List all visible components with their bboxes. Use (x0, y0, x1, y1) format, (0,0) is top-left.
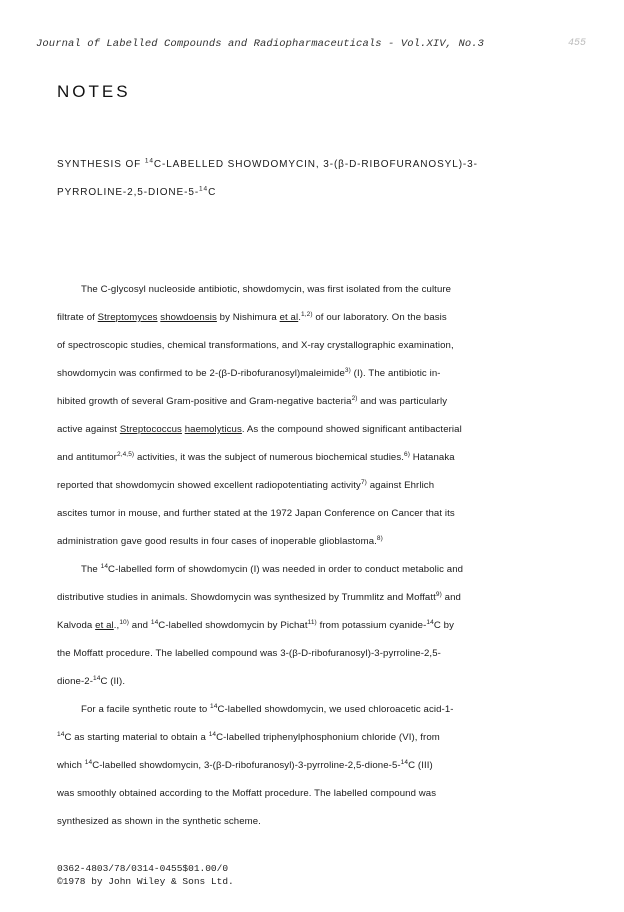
citation: 3) (344, 366, 351, 374)
citation: 2,4,5) (116, 450, 135, 458)
section-title: NOTES (57, 82, 131, 101)
superscript: 14 (150, 618, 159, 626)
title-text: C (208, 187, 217, 198)
citation: 9) (435, 590, 442, 598)
citation: 1,2) (301, 310, 313, 318)
body-line: Kalvoda et al.,$^{10)}$ and $^{14}$C-labelled showdomycin by Pichat$^{11)}$ from potassium cyanide-$^{14}$C by (57, 618, 454, 631)
superscript: 14 (57, 730, 65, 738)
body-line: of spectroscopic studies, chemical transformations, and X-ray crystallographic examination, (57, 340, 454, 351)
body-line: ascites tumor in mouse, and further stated at the 1972 Japan Conference on Cancer that its (57, 508, 455, 519)
title-text: C-LABELLED SHOWDOMYCIN, 3-(β-D-RIBOFURANOSYL)-3- (153, 159, 478, 170)
body-line: hibited growth of several Gram-positive and Gram-negative bacteria$^{2)}$ and was particularly (57, 394, 448, 407)
title-text: PYRROLINE-2,5-DIONE-5- (57, 187, 200, 198)
body-line: synthesized as shown in the synthetic scheme. (57, 816, 261, 827)
body-line: $^{14}$C as starting material to obtain a $^{14}$C-labelled triphenylphosphonium chloride (VI), from (57, 730, 440, 743)
copyright: ©1978 by John Wiley & Sons Ltd. (57, 876, 234, 887)
body-line: For a facile synthetic route to $^{14}$C-labelled showdomycin, we used chloroacetic acid-1- (81, 702, 454, 715)
organism-genus: Streptomyces (97, 312, 158, 323)
footer (57, 862, 234, 888)
body-line: distributive studies in animals. Showdomycin was synthesized by Trummlitz and Moffatt$^{9)}$ and (57, 590, 461, 603)
body-line: administration gave good results in four cases of inoperable glioblastoma.$^{8)}$ (57, 534, 383, 547)
body-line: showdomycin was confirmed to be 2-(β-D-ribofuranosyl)maleimide$^{3)}$ (I). The antibiotic in- (57, 366, 441, 379)
body-line: The $^{14}$C-labelled form of showdomycin (I) was needed in order to conduct metabolic and (81, 562, 464, 575)
et-al: et al (279, 312, 299, 323)
citation: 10) (119, 618, 130, 626)
body-line: filtrate of Streptomyces showdoensis by Nishimura et al.$^{1,2)}$ of our laboratory. On the basis (57, 310, 447, 323)
et-al: et al (95, 620, 114, 631)
superscript: 14 (93, 674, 101, 682)
issn-code: 0362-4803/78/0314-0455$01.00/0 (57, 863, 229, 874)
superscript: 14 (426, 618, 434, 626)
citation: 11) (307, 618, 317, 626)
title-text: SYNTHESIS OF (57, 159, 145, 170)
citation: 6) (404, 450, 411, 458)
body-line: active against Streptococcus haemolyticus. As the compound showed significant antibacterial (57, 424, 462, 435)
citation: 8) (376, 534, 383, 542)
journal-header: Journal of Labelled Compounds and Radiopharmaceuticals - Vol.XIV, No.3 (36, 38, 485, 50)
page-number: 455 (567, 38, 586, 49)
title-line-2 (57, 179, 537, 207)
body-line: and antitumor$^{2,4,5)}$ activities, it was the subject of numerous biochemical studies.$^{6)}$ Hatanaka (57, 450, 455, 463)
article-title (57, 151, 537, 207)
superscript: 14 (210, 702, 218, 710)
superscript: 14 (84, 758, 93, 766)
organism-genus: Streptococcus (119, 424, 182, 435)
title-line-1 (57, 151, 537, 179)
superscript: 14 (400, 758, 409, 766)
citation: 2) (351, 394, 358, 402)
body-line: the Moffatt procedure. The labelled compound was 3-(β-D-ribofuranosyl)-3-pyrroline-2,5- (57, 648, 441, 659)
body-line: dione-2-$^{14}$C (II). (57, 674, 126, 687)
body-line: was smoothly obtained according to the Moffatt procedure. The labelled compound was (57, 788, 437, 799)
superscript: 14 (100, 562, 109, 570)
superscript: 14 (208, 730, 217, 738)
article-body (57, 276, 557, 836)
organism-species: haemolyticus (184, 424, 242, 435)
citation: 7) (360, 478, 367, 486)
body-line: which $^{14}$C-labelled showdomycin, 3-(β-D-ribofuranosyl)-3-pyrroline-2,5-dione-5-$^{14}$C (III) (57, 758, 433, 771)
superscript: 14 (199, 185, 209, 193)
body-line: The C-glycosyl nucleoside antibiotic, showdomycin, was first isolated from the culture (81, 284, 452, 295)
organism-species: showdoensis (160, 312, 217, 323)
superscript: 14 (144, 157, 154, 165)
body-line: reported that showdomycin showed excellent radiopotentiating activity$^{7)}$ against Ehrlich (57, 478, 435, 491)
